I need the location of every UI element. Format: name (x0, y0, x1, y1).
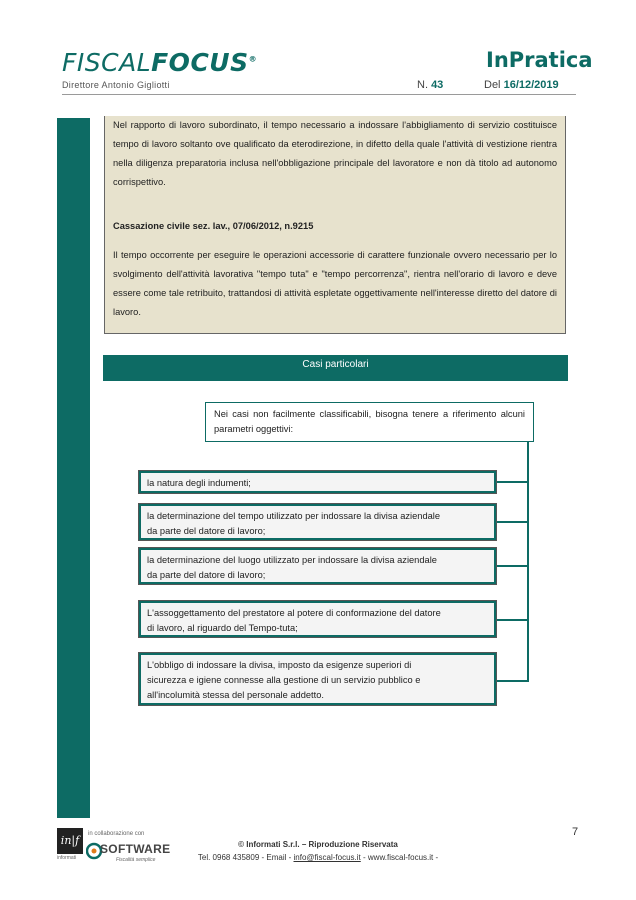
section-header: Casi particolari (103, 355, 568, 381)
email-link[interactable]: info@fiscal-focus.it (293, 853, 361, 862)
diagram-item-2-line1: la determinazione del tempo utilizzato per indossare la divisa aziendale (147, 511, 441, 521)
issue-label: N. (417, 79, 428, 91)
collaboration-label: in collaborazione con (88, 831, 145, 837)
informati-logo-caption: informati (57, 855, 77, 861)
diagram-intro-box: Nei casi non facilmente classificabili, bisogna tenere a riferimento alcuni parametri oggettivi: (205, 402, 534, 442)
diagram-item-5 (138, 652, 497, 706)
jurisprudence-box (104, 116, 566, 334)
quote-reference: Cassazione civile sez. lav., 07/06/2012, n.9215 (113, 221, 314, 231)
issue-date (484, 79, 559, 91)
software-logo-tagline: Fiscalità semplice (116, 857, 156, 863)
brand-mark: ® (248, 54, 258, 64)
diagram-connector-h5 (497, 680, 528, 682)
diagram-item-3-line1: la determinazione del luogo utilizzato per indossare la divisa aziendale (147, 555, 437, 565)
brand-logo (62, 48, 257, 77)
diagram-connector-h2 (497, 521, 528, 523)
diagram-connector-h3 (497, 565, 528, 567)
diagram-item-5-line3: all'incolumità stessa del personale addetto. (147, 690, 324, 700)
brand-part2: FOCUS (151, 48, 249, 77)
contacts-prefix: Tel. 0968 435809 - Email - (197, 853, 292, 862)
diagram-item-4 (138, 600, 497, 638)
informati-logo: in|f (57, 828, 83, 854)
diagram-connector-vertical (527, 442, 529, 682)
publication-title: InPratica (486, 48, 593, 72)
contacts-website[interactable]: - www.fiscal-focus.it - (363, 853, 439, 862)
diagram-item-3-line2: da parte del datore di lavoro; (147, 570, 266, 580)
software-logo-word: SOFTWARE (100, 842, 171, 856)
side-accent-bar (57, 118, 90, 818)
diagram-item-2 (138, 503, 497, 541)
diagram-connector-h1 (497, 481, 528, 483)
brand-part1: FISCAL (62, 48, 152, 77)
diagram-item-5-line2: sicurezza e igiene connesse alla gestione di un servizio pubblico e (147, 675, 421, 685)
page-number: 7 (572, 826, 579, 838)
quote-paragraph-2: Il tempo occorrente per eseguire le operazioni accessorie di carattere funzionale ovvero necessario per lo svolgimento dell'attività lavorativa "tempo tuta" e "tempo percorrenza", rientra nell'orario di lavoro e deve essere come tale retribuito, trattandosi di attività espletate oggettivamente nell'interesse diretto del datore di lavoro. (113, 250, 557, 317)
diagram-connector-h4 (497, 619, 528, 621)
diagram-item-5-line1: L'obbligo di indossare la divisa, imposto da esigenze superiori di (147, 660, 412, 670)
copyright-line: © Informati S.r.l. – Riproduzione Riservata (238, 840, 398, 849)
diagram-item-1-line1: la natura degli indumenti; (147, 478, 251, 488)
diagram-item-2-line2: da parte del datore di lavoro; (147, 526, 266, 536)
issue-number (417, 79, 443, 91)
issue-value: 43 (431, 79, 444, 91)
diagram-item-4-line2: di lavoro, al riguardo del Tempo-tuta; (147, 623, 298, 633)
director-line: Direttore Antonio Gigliotti (62, 80, 170, 90)
quote-paragraph-1: Nel rapporto di lavoro subordinato, il tempo necessario a indossare l'abbigliamento di servizio costituisce tempo di lavoro soltanto ove qualificato da eterodirezione, in difetto della quale l'attività di vestizione rientra nella diligenza preparatoria inclusa nell'obbligazione principale del lavoratore e non dà titolo ad autonomo corrispettivo. (113, 120, 557, 187)
header-divider (62, 94, 576, 95)
diagram-item-4-line1: L'assoggettamento del prestatore al potere di conformazione del datore (147, 608, 441, 618)
diagram-item-3 (138, 547, 497, 585)
contacts-line (0, 853, 636, 862)
date-label: Del (484, 79, 501, 91)
diagram-item-1 (138, 470, 497, 494)
date-value: 16/12/2019 (503, 79, 559, 91)
